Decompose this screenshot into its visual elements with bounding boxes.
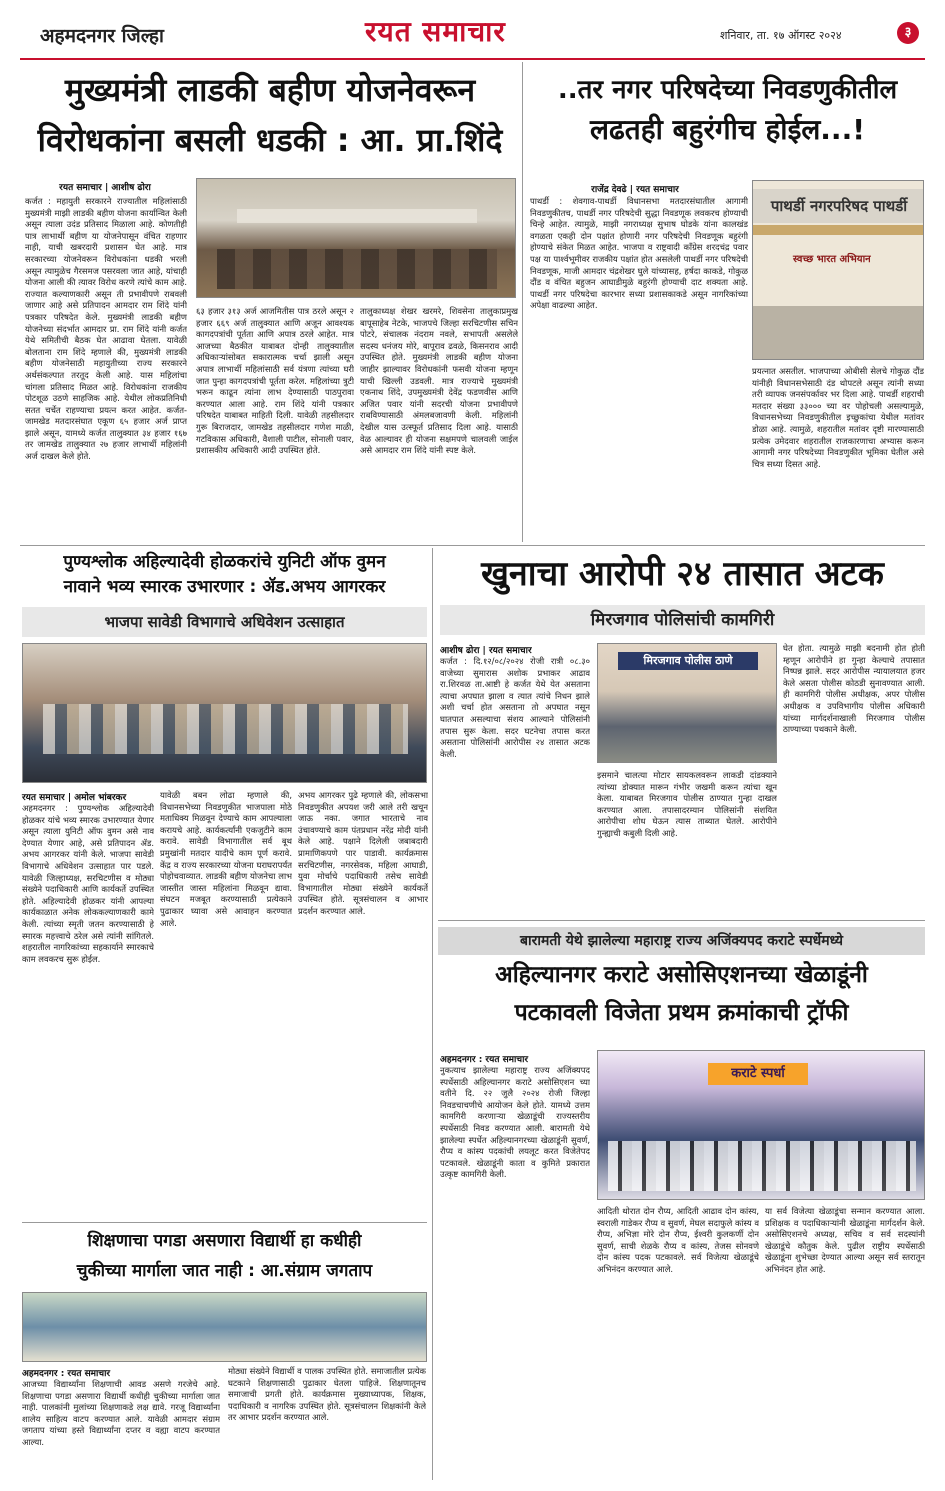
story1-text-col2: ६३ हजार ३१३ अर्ज आजमितीस पात्र ठरले असून २ हजार ६६९ अर्ज तालुक्यात आणि अजून आवश्यक कागदपत्रांची पूर्तता आणि अपात्र ठरले आहेत. मात्र आजच्या बैठकीत याबाबत दोन्ही तालुक्यातील अधिकाऱ्यांसोबत सकारात्मक चर्चा झाली असून अपात्र लाभार्थी महिलांसाठी सर्व यंत्रणा त्यांच्या घरी जात पुन्हा कागदपत्रांची पूर्तता करेल. महिलांच्या त्रुटी भरून काढून त्यांना लाभ देण्यासाठी पाठपुरावा करण्यात आला आहे. राम शिंदे यांनी पत्रकार परिषदेत याबाबत माहिती दिली. यावेळी तहसीलदार गुरू बिराजदार, जामखेड तहसीलदार गणेश माळी, गटविकास अधिकारी, वैशाली पाटील, सोनाली पवार, प्रशासकीय अधिकारी आदी उपस्थित होते. xyxy=(196,306,354,456)
story5-subhead: मिरजगाव पोलिसांची कामगिरी xyxy=(440,605,925,635)
story1-photo-table xyxy=(217,249,497,289)
story2-headline-1: ..तर नगर परिषदेच्या निवडणुकीतील xyxy=(557,75,898,105)
story2-byline: राजेंद्र देवढे | रयत समाचार xyxy=(591,185,679,195)
wall-painting-text: स्वच्छ भारत अभियान xyxy=(793,254,871,265)
section-divider-2 xyxy=(438,920,925,921)
story2-headline-2: लढतही बहुरंगीच होईल...! xyxy=(590,113,865,146)
story3-text-col1: अहमदनगर : पुण्यश्लोक अहिल्यादेवी होळकर यांचे भव्य स्मारक उभारण्यात येणार असून त्याला युनिटी ऑफ वुमन असे नाव देण्यात येणार आहे, असे प्रतिपादन ॲड. अभय आगरकर यांनी केले. भाजपा सावेडी विभागाचे अधिवेशन उत्साहात पार पडले. यावेळी जिल्हाध्यक्ष, सरचिटणीस व मोठ्या संख्येने पदाधिकारी आणि कार्यकर्ते उपस्थित होते. अहिल्यादेवी होळकर यांनी आपल्या कार्यकाळात अनेक लोककल्याणकारी कामे केली. त्यांच्या स्मृती जतन करण्यासाठी हे स्मारक महत्त्वाचे ठरेल असे त्यांनी सांगितले. शहरातील नागरिकांच्या सहकार्याने स्मारकाचे काम लवकरच सुरू होईल. xyxy=(22,803,154,964)
story6-kicker: बारामती येथे झालेल्या महाराष्ट्र राज्य अजिंक्यपद कराटे स्पर्धेमध्ये xyxy=(438,927,925,955)
story5-text-col3: घेत होता. त्यामुळे माझी बदनामी होत होती म्हणून आरोपीने हा गुन्हा केल्याचे तपासात निष्पन्न झाले. सदर आरोपीस न्यायालयात हजर केले असता पोलीस कोठडी सुनावण्यात आली. ही कामगिरी पोलीस अधीक्षक, अपर पोलीस अधीक्षक व उपविभागीय पोलीस अधिकारी यांच्या मार्गदर्शनाखाली मिरजगाव पोलीस ठाण्याच्या पथकाने केली. xyxy=(783,643,925,735)
story6-text-col3: या सर्व विजेत्या खेळाडूंचा सन्मान करण्यात आला. प्रशिक्षक व पदाधिकाऱ्यांनी खेळाडूंना मार्गदर्शन केले. असोसिएशनचे अध्यक्ष, सचिव व सर्व सदस्यांनी खेळाडूंचे कौतुक केले. पुढील राष्ट्रीय स्पर्धेसाठी खेळाडूंना शुभेच्छा देण्यात आल्या असून सर्व स्तरातून अभिनंदन होत आहे. xyxy=(765,1206,925,1274)
story1-text-col1: कर्जत : महायुती सरकारने राज्यातील महिलांसाठी मुख्यमंत्री माझी लाडकी बहीण योजना कार्यान्वित केली असून त्याला उदंड प्रतिसाद मिळाला आहे. कोणतीही पात्र लाभार्थी बहीण या योजनेपासून वंचित राहणार नाही, याची खबरदारी प्रशासन घेत आहे. मात्र सरकारच्या योजनेवरून विरोधकांना धडकी भरली असून त्यामुळेच गैरसमज पसरवला जात आहे, यांचाही योजना आली की त्यावर विरोध करणे त्यांचे काम आहे. राज्यात कल्याणकारी असून ती प्रभावीपणे राबवली जाणार आहे असे प्रतिपादन आमदार राम शिंदे यांनी पत्रकार परिषदेत केले. मुख्यमंत्री लाडकी बहीण योजनेच्या संदर्भात आमदार प्रा. राम शिंदे यांनी कर्जत येथे समितीची बैठक घेत आढावा घेतला. यावेळी बोलताना राम शिंदे म्हणाले की, मुख्यमंत्री लाडकी बहीण योजनेसाठी महायुतीच्या राज्य सरकारने अर्थसंकल्पात तरतूद केली आहे. यास महिलांचा चांगला प्रतिसाद मिळत आहे. विरोधकांना राजकीय पोटशूळ उठणे साहजिक आहे. येथील लोकप्रतिनिधी सतत चर्चेत राहण्याचा प्रयत्न करत आहेत. कर्जत-जामखेड मतदारसंघात एकूण ६५ हजार अर्ज प्राप्त झाले असून, यामध्ये कर्जत तालुक्यात ३४ हजार १६७ तर जामखेड तालुक्यात २७ हजार लाभार्थी महिलांनी अर्ज दाखल केले होते. xyxy=(25,196,187,462)
story1-meeting-photo xyxy=(196,178,516,298)
story4-byline: अहमदनगर : रयत समाचार xyxy=(22,1369,111,1379)
story5-text-col2: इसमाने चालत्या मोटार सायकलवरून लाकडी दांडक्याने त्यांच्या डोक्यात मारून गंभीर जखमी करून त्यांचा खून केला. याबाबत मिरजगाव पोलीस ठाण्यात गुन्हा दाखल करण्यात आला. तपासादरम्यान पोलिसांनी संशयित आरोपीचा शोध घेऊन त्यास ताब्यात घेतले. आरोपीने गुन्ह्याची कबुली दिली आहे. xyxy=(597,770,777,838)
story3-text-col2: यावेळी बबन लोढा म्हणाले की, विधानसभेच्या निवडणुकीत भाजपाला मोठे मताधिक्य मिळवून देण्याचे काम आपल्याला करायचे आहे. कार्यकर्त्यांनी एकजुटीने काम करावे. सावेडी विभागातील सर्व बूथ प्रमुखांनी मतदार यादीचे काम पूर्ण करावे. केंद्र व राज्य सरकारच्या योजना घराघरापर्यंत पोहोचवाव्यात. लाडकी बहीण योजनेचा लाभ जास्तीत जास्त महिलांना मिळवून द्यावा. संघटन मजबूत करण्यासाठी प्रत्येकाने पुढाकार घ्यावा असे आवाहन करण्यात आले. xyxy=(160,790,292,928)
newspaper-title: रयत समाचार xyxy=(365,15,506,48)
story3-text-col3: अभय आगरकर पुढे म्हणाले की, लोकसभा निवडणुकीत अपयश जरी आले तरी खचून जाऊ नका. जगात भारताचे नाव उंचावण्याचे काम पंतप्रधान नरेंद्र मोदी यांनी केले आहे. पक्षाने दिलेली जबाबदारी प्रामाणिकपणे पार पाडावी. कार्यक्रमास सरचिटणीस, नगरसेवक, महिला आघाडी, युवा मोर्चाचे पदाधिकारी तसेच सावेडी विभागातील मोठ्या संख्येने कार्यकर्ते उपस्थित होते. सूत्रसंचालन व आभार प्रदर्शन करण्यात आले. xyxy=(298,790,428,916)
story2-building-photo xyxy=(752,180,924,360)
story6-headline-2: पटकावली विजेता प्रथम क्रमांकाची ट्रॉफी xyxy=(514,1000,849,1026)
story2-wall-lower xyxy=(753,306,924,360)
story4-text-col2: मोठ्या संख्येने विद्यार्थी व पालक उपस्थित होते. समाजातील प्रत्येक घटकाने शिक्षणासाठी पुढाकार घेतला पाहिजे. शिक्षणातूनच समाजाची प्रगती होते. कार्यक्रमास मुख्याध्यापक, शिक्षक, पदाधिकारी व नागरिक उपस्थित होते. सूत्रसंचालन शिक्षकांनी केले तर आभार प्रदर्शन करण्यात आले. xyxy=(228,1366,426,1423)
masthead-rule xyxy=(20,58,925,60)
nagar-parishad-sign: पाथर्डी नगरपरिषद पाथर्डी xyxy=(753,189,924,223)
story6-text-col2: आदिती थोरात दोन रौप्य, आदिती आढाव दोन कांस्य, स्वराली गाडेकर रौप्य व सुवर्ण, मेघल सदाफुले कांस्य व रौप्य, अभिज्ञा मोरे दोन रौप्य, ईश्वरी कुलकर्णी दोन सुवर्ण, साची शेळके रौप्य व कांस्य, तेजस सोनवणे दोन कांस्य पदक पटकावले. सर्व विजेत्या खेळाडूंचे अभिनंदन करण्यात आले. xyxy=(597,1206,759,1274)
story3-headline-2: नावाने भव्य स्मारक उभारणार : ॲड.अभय आगरकर xyxy=(63,577,386,597)
column-divider-2 xyxy=(432,548,433,1480)
story1-byline: रयत समाचार | आशीष ढोरा xyxy=(59,183,151,193)
story2-building-band xyxy=(753,225,924,235)
story6-headline-1: अहिल्यानगर कराटे असोसिएशनच्या खेळाडूंनी xyxy=(495,962,868,988)
story1-photo-banner xyxy=(237,209,477,223)
story4-headline-1: शिक्षणाचा पगडा असणारा विद्यार्थी हा कधीही xyxy=(87,1231,362,1251)
story3-byline: रयत समाचार | अमोल भांबरकर xyxy=(22,793,127,803)
story3-group-photo xyxy=(22,643,427,783)
story2-text-col1: पाथर्डी : शेवगाव-पाथर्डी विधानसभा मतदारसंघातील आगामी निवडणुकीतच, पाथर्डी नगर परिषदेची सुद्धा निवडणूक लवकरच होण्याची चिन्हे आहेत. त्यामुळे, माझी नगराध्यक्ष सुभाष घोडके यांना कालखंड वगळता एकही दोन पक्षांत होणारी नगर परिषदेची निवडणूक बहुरंगी होण्याचे संकेत मिळत आहेत. भाजपा व राष्ट्रवादी काँग्रेस शरदचंद्र पवार पक्ष या पार्श्वभूमीवर राजकीय पक्षांत होत असलेली पाथर्डी नगर परिषदेची निवडणूक, माजी आमदार चंद्रशेखर घुले यांच्यासह, हर्षदा काकडे, गोकुळ दौंड व वंचित बहुजन आघाडीमुळे बहुरंगी होण्याची दाट शक्यता आहे. पाथर्डी नगर परिषदेचा कारभार सध्या प्रशासकाकडे असून नागरिकांच्या अपेक्षा वाढल्या आहेत. xyxy=(530,196,748,311)
story5-text-col1: कर्जत : दि.१२/०८/२०२४ रोजी रात्री ०८.३० वाजेच्या सुमारास अशोक प्रभाकर आढाव रा.शिरवळ ता.आष्टी हे कर्जत येथे येत असताना त्याचा अपघात झाला व त्यात त्यांचे निधन झाले अशी चर्चा होत असताना तो अपघात नसून घातपात असल्याचा संशय आल्याने पोलिसांनी तपास सुरू केला. सदर घटनेचा तपास करत असताना पोलिसांनी आरोपीस २४ तासात अटक केली. xyxy=(440,656,590,759)
story4-text-col1: आजच्या विद्यार्थ्यांना शिक्षणाची आवड असणे गरजेचे आहे. शिक्षणाचा पगडा असणारा विद्यार्थी कधीही चुकीच्या मार्गाला जात नाही. पालकांनी मुलांच्या शिक्षणाकडे लक्ष द्यावे. गरजू विद्यार्थ्यांना शालेय साहित्य वाटप करण्यात आले. यावेळी आमदार संग्राम जगताप यांच्या हस्ते विद्यार्थ्यांना दप्तर व वह्या वाटप करण्यात आल्या. xyxy=(22,1379,220,1447)
section-divider-3 xyxy=(22,1222,427,1223)
story4-students-photo xyxy=(22,1292,427,1362)
page-number-badge: ३ xyxy=(897,22,919,44)
story6-photo-players xyxy=(608,1141,916,1191)
column-divider xyxy=(522,62,523,542)
date-line: शनिवार, ता. १७ ऑगस्ट २०२४ xyxy=(720,29,842,42)
story5-headline: खुनाचा आरोपी २४ तासात अटक xyxy=(481,554,884,594)
karate-banner: कराटे स्पर्धा xyxy=(708,1063,808,1085)
district-label: अहमदनगर जिल्हा xyxy=(40,25,164,47)
story2-text-col2: प्रयत्नात असतील. भाजपाच्या ओबीसी सेलचे गोकुळ दौंड यांनीही विधानसभेसाठी दंड थोपटले असून त्यांनी सध्या तरी व्यापक जनसंपर्कावर भर दिला आहे. पाथर्डी शहराची मतदार संख्या ३३००० च्या वर पोहोचली असल्यामुळे, विधानसभेच्या निवडणुकीतील इच्छुकांचा येथील मतांवर डोळा आहे. त्यामुळे, शहरातील मतांवर दृष्टी मारण्यासाठी प्रत्येक उमेदवार शहरातील राजकारणाचा अभ्यास करून आगामी नगर परिषदेच्या निवडणुकीत भूमिका घेतील असे चित्र सध्या दिसत आहे. xyxy=(752,366,924,469)
section-divider-1 xyxy=(20,545,925,546)
police-station-sign: मिरजगाव पोलीस ठाणे xyxy=(618,652,758,670)
story5-byline: आशीष ढोरा | रयत समाचार xyxy=(440,646,532,656)
story1-headline-2: विरोधकांना बसली धडकी : आ. प्रा.शिंदे xyxy=(37,121,503,159)
story1-headline-1: मुख्यमंत्री लाडकी बहीण योजनेवरून xyxy=(64,71,476,109)
story6-karate-photo xyxy=(597,1050,925,1200)
story5-police-photo xyxy=(597,643,777,763)
story6-byline: अहमदनगर : रयत समाचार xyxy=(440,1055,529,1065)
story3-photo-people xyxy=(43,704,408,754)
story4-headline-2: चुकीच्या मार्गाला जात नाही : आ.संग्राम जगताप xyxy=(76,1261,373,1281)
story3-headline-1: पुण्यश्लोक अहिल्यादेवी होळकरांचे युनिटी ऑफ वुमन xyxy=(63,552,386,572)
story3-subhead: भाजपा सावेडी विभागाचे अधिवेशन उत्साहात xyxy=(22,607,427,637)
story6-text-col1: नुकत्याच झालेल्या महाराष्ट्र राज्य अजिंक्यपद स्पर्धेसाठी अहिल्यानगर कराटे असोसिएशन च्या वतीने दि. २२ जुलै २०२४ रोजी जिल्हा निवडचाचणीचे आयोजन केले होते. यामध्ये उत्तम कामगिरी करणाऱ्या खेळाडूंची राज्यस्तरीय स्पर्धेसाठी निवड करण्यात आली. बारामती येथे झालेल्या स्पर्धेत अहिल्यानगरच्या खेळाडूंनी सुवर्ण, रौप्य व कांस्य पदकांची लयलूट करत विजेतेपद पटकावले. खेळाडूंनी काता व कुमिते प्रकारात उत्कृष्ट कामगिरी केली. xyxy=(440,1065,590,1180)
story1-text-col3: तालुकाध्यक्ष शेखर खरमरे, शिवसेना तालुकाप्रमुख बापूसाहेब नेटके, भाजपचे जिल्हा सरचिटणीस सचिन पोटरे, संचालक नंदराम नवले, सभापती असलेले सदस्य धनंजय मोरे, बापूराव ढवळे, किसनराव आदी उपस्थित होते. मुख्यमंत्री लाडकी बहीण योजना जाहीर झाल्यावर विरोधकांनी फसवी योजना म्हणून याची खिल्ली उडवली. मात्र राज्याचे मुख्यमंत्री एकनाथ शिंदे, उपमुख्यमंत्री देवेंद्र फडणवीस आणि अजित पवार यांनी सदरची योजना प्रभावीपणे राबविण्यासाठी अंमलबजावणी केली. महिलांनी देखील यास उत्स्फूर्त प्रतिसाद दिला आहे. यासाठी वेळ आल्यावर ही योजना सक्षमपणे चालवली जाईल असे आमदार राम शिंदे यांनी स्पष्ट केले. xyxy=(360,306,518,456)
